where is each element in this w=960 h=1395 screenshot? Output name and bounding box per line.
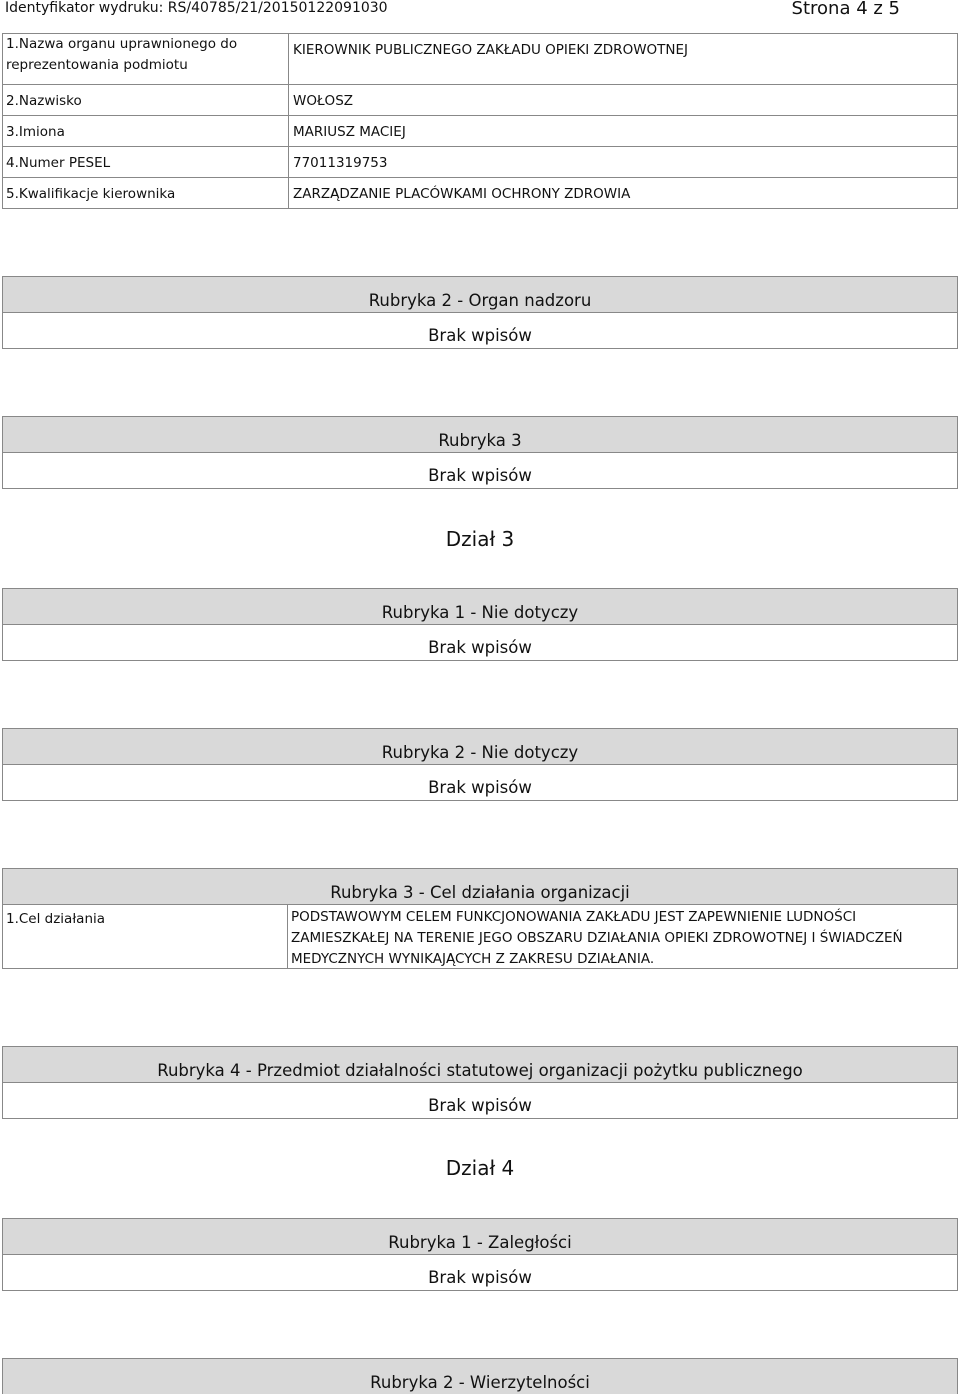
print-identifier: Identyfikator wydruku: RS/40785/21/20150122091030 xyxy=(5,0,388,16)
table-row xyxy=(3,147,958,178)
section-title: Rubryka 1 - Zaległości xyxy=(3,1219,957,1255)
section-body: Brak wpisów xyxy=(428,778,532,797)
section-title: Rubryka 3 - Cel działania organizacji xyxy=(3,869,957,905)
section-title: Rubryka 2 - Wierzytelności xyxy=(3,1359,957,1394)
field-value: KIEROWNIK PUBLICZNEGO ZAKŁADU OPIEKI ZDROWOTNEJ xyxy=(289,34,958,85)
section-body: Brak wpisów xyxy=(428,326,532,345)
section-body: Brak wpisów xyxy=(428,1268,532,1287)
section-d3-rubryka-3 xyxy=(2,868,958,969)
field-label: 1.Cel działania xyxy=(3,905,288,968)
section-title: Rubryka 4 - Przedmiot działalności statutowej organizacji pożytku publicznego xyxy=(3,1047,957,1083)
section-title: Rubryka 3 xyxy=(3,417,957,453)
section-title: Rubryka 2 - Nie dotyczy xyxy=(3,729,957,765)
field-label: 2.Nazwisko xyxy=(3,85,289,116)
section-body: Brak wpisów xyxy=(428,1096,532,1115)
table-row xyxy=(3,116,958,147)
field-label: 1.Nazwa organu uprawnionego do reprezentowania podmiotu xyxy=(3,34,289,85)
field-label: 4.Numer PESEL xyxy=(3,147,289,178)
table-row xyxy=(3,34,958,85)
manager-table xyxy=(2,33,958,209)
section-rubryka-3 xyxy=(2,416,958,489)
field-value: PODSTAWOWYM CELEM FUNKCJONOWANIA ZAKŁADU JEST ZAPEWNIENIE LUDNOŚCI ZAMIESZKAŁEJ NA TERENIE JEGO OBSZARU DZIAŁANIA OPIEKI ZDROWOTNEJ I ŚWIADCZEŃ MEDYCZNYCH WYNIKAJĄCYCH Z ZAKRESU DZIAŁANIA. xyxy=(291,909,903,967)
field-value: ZARZĄDZANIE PLACÓWKAMI OCHRONY ZDROWIA xyxy=(289,178,958,209)
page-header xyxy=(0,0,960,22)
section-title: Rubryka 1 - Nie dotyczy xyxy=(3,589,957,625)
section-title: Rubryka 2 - Organ nadzoru xyxy=(3,277,957,313)
section-d4-rubryka-2 xyxy=(2,1358,958,1394)
field-label: 5.Kwalifikacje kierownika xyxy=(3,178,289,209)
table-row xyxy=(3,178,958,209)
section-d3-rubryka-2 xyxy=(2,728,958,801)
section-heading-dzial-3: Dział 3 xyxy=(445,527,515,551)
section-d4-rubryka-1 xyxy=(2,1218,958,1291)
field-value: 77011319753 xyxy=(289,147,958,178)
section-body: Brak wpisów xyxy=(428,466,532,485)
field-value: MARIUSZ MACIEJ xyxy=(289,116,958,147)
section-d3-rubryka-4 xyxy=(2,1046,958,1119)
section-organ-nadzoru xyxy=(2,276,958,349)
field-label: 3.Imiona xyxy=(3,116,289,147)
page-number: Strona 4 z 5 xyxy=(791,0,900,19)
table-row xyxy=(3,85,958,116)
section-body: Brak wpisów xyxy=(428,638,532,657)
field-value: WOŁOSZ xyxy=(289,85,958,116)
section-d3-rubryka-1 xyxy=(2,588,958,661)
section-heading-dzial-4: Dział 4 xyxy=(445,1156,515,1180)
table-row xyxy=(3,905,957,968)
